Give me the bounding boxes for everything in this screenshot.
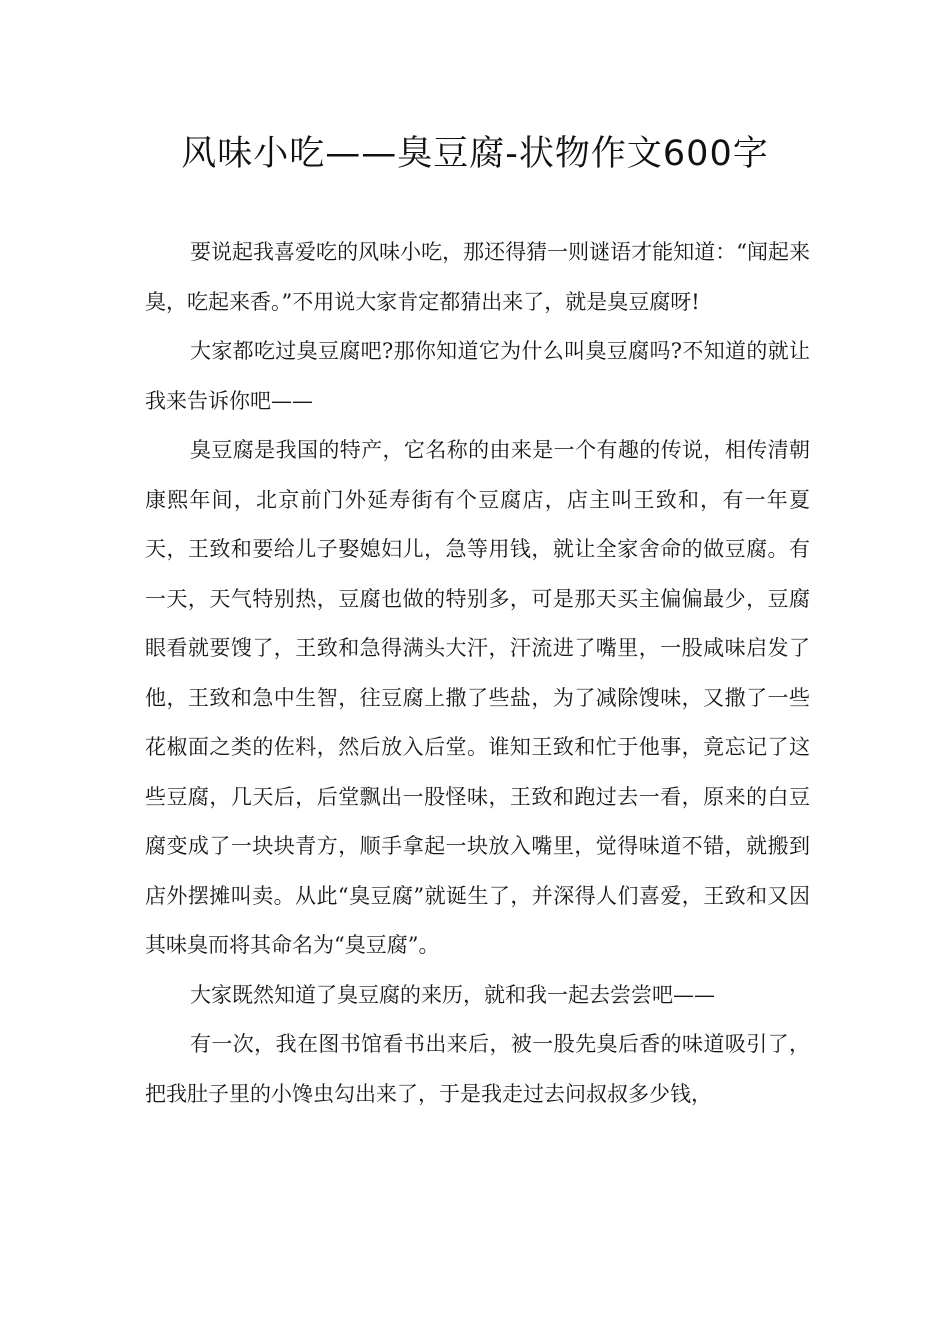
paragraph-2: 大家都吃过臭豆腐吧?那你知道它为什么叫臭豆腐吗?不知道的就让我来告诉你吧——	[145, 339, 810, 413]
paragraph-1: 要说起我喜爱吃的风味小吃，那还得猜一则谜语才能知道：“闻起来臭，吃起来香。”不用说大家肯定都猜出来了，就是臭豆腐呀!	[145, 240, 810, 314]
document-body	[145, 228, 810, 1119]
document-title: 风味小吃——臭豆腐-状物作文600字	[181, 134, 769, 174]
paragraph-5: 有一次，我在图书馆看书出来后，被一股先臭后香的味道吸引了，把我肚子里的小馋虫勾出来了，于是我走过去问叔叔多少钱，	[145, 1032, 810, 1106]
paragraph-4: 大家既然知道了臭豆腐的来历，就和我一起去尝尝吧——	[190, 982, 715, 1007]
paragraph-3: 臭豆腐是我国的特产，它名称的由来是一个有趣的传说，相传清朝康熙年间，北京前门外延寿街有个豆腐店，店主叫王致和，有一年夏天，王致和要给儿子娶媳妇儿，急等用钱，就让全家舍命的做豆腐。有一天，天气特别热，豆腐也做的特别多，可是那天买主偏偏最少，豆腐眼看就要馊了，王致和急得满头大汗，汗流进了嘴里，一股咸味启发了他，王致和急中生智，往豆腐上撒了些盐，为了减除馊味，又撒了一些花椒面之类的佐料，然后放入后堂。谁知王致和忙于他事，竟忘记了这些豆腐，几天后，后堂飘出一股怪味，王致和跑过去一看，原来的白豆腐变成了一块块青方，顺手拿起一块放入嘴里，觉得味道不错，就搬到店外摆摊叫卖。从此“臭豆腐”就诞生了，并深得人们喜爱，王致和又因其味臭而将其命名为“臭豆腐”。	[145, 438, 810, 957]
